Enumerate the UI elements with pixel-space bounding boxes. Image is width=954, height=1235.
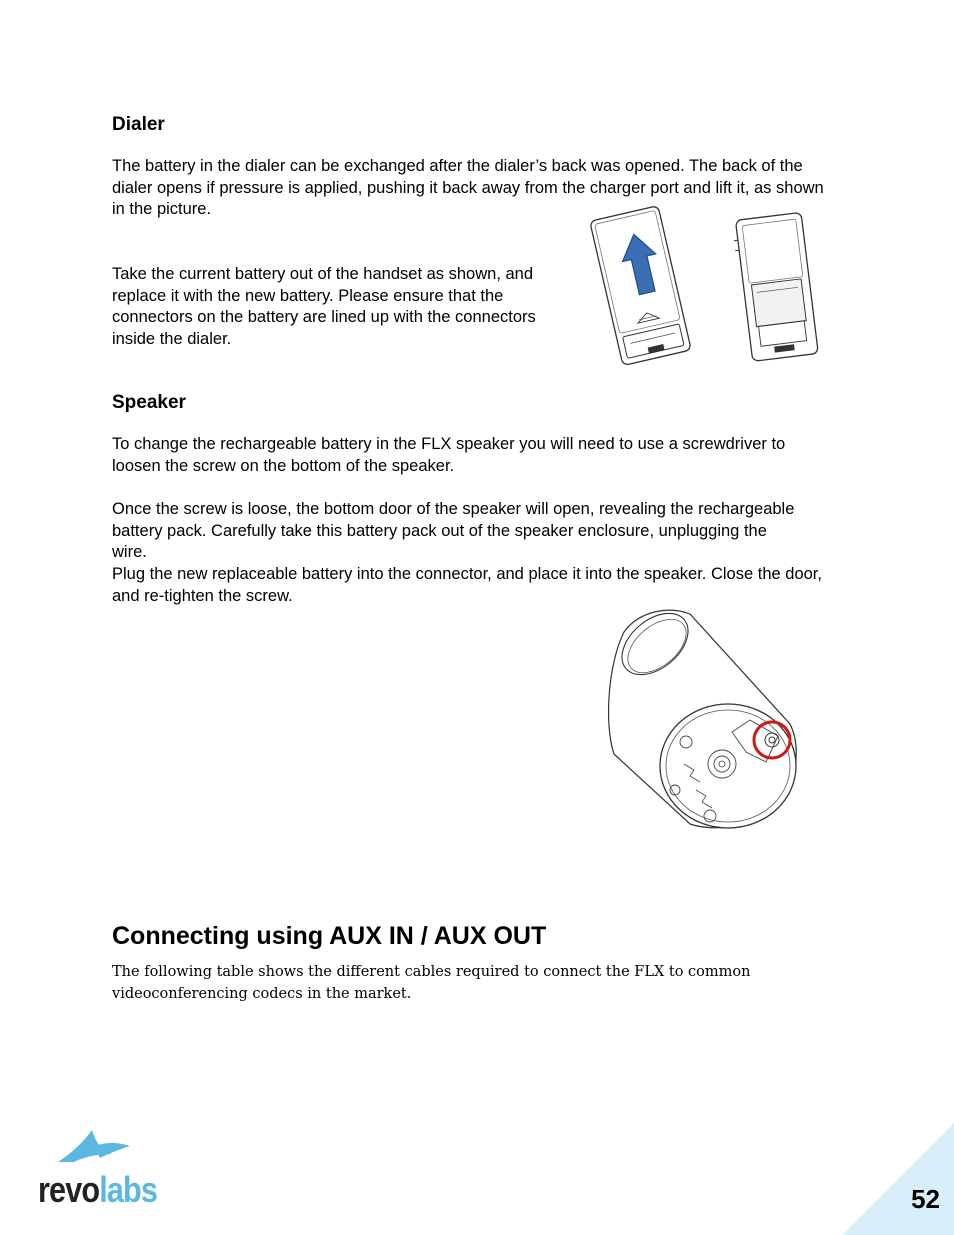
speaker-heading: Speaker <box>112 392 186 413</box>
revolabs-logo-wordmark <box>38 1170 157 1210</box>
aux-paragraph: The following table shows the different cables required to connect the FLX to common videoconferencing codecs in the market. <box>112 964 751 1002</box>
dialer-heading: Dialer <box>112 114 165 135</box>
speaker-paragraph-2: Once the screw is loose, the bottom door of the speaker will open, revealing the rechargeable battery pack. Carefully take this battery pack out of the speaker enclosure, unplugging the wire. <box>112 500 795 562</box>
dialer-paragraph-2: Take the current battery out of the handset as shown, and replace it with the new battery. Please ensure that the connectors on the battery are lined up with the connectors inside the dialer. <box>112 265 536 348</box>
aux-heading: Connecting using AUX IN / AUX OUT <box>112 922 547 950</box>
page-number: 52 <box>911 1184 940 1214</box>
logo-text-revo: revo <box>38 1169 100 1210</box>
dialer-battery-illustration <box>584 206 844 368</box>
revolabs-logo-icon <box>52 1124 132 1166</box>
speaker-paragraph-1: To change the rechargeable battery in the FLX speaker you will need to use a screwdriver to loosen the screw on the bottom of the speaker. <box>112 435 786 475</box>
handset-open-illustration <box>731 212 818 361</box>
speaker-paragraph-3: Plug the new replaceable battery into the connector, and place it into the speaker. Close the door, and re-tighten the screw. <box>112 565 822 605</box>
speaker-bottom-illustration <box>600 604 800 832</box>
logo-text <box>38 1169 157 1210</box>
page-corner-decoration <box>842 1123 954 1235</box>
logo-text-labs: labs <box>99 1169 158 1210</box>
dialer-paragraph-1: The battery in the dialer can be exchanged after the dialer’s back was opened. The back of the dialer opens if pressure is applied, pushing it back away from the charger port and lift it, as shown in the picture. <box>112 157 824 219</box>
